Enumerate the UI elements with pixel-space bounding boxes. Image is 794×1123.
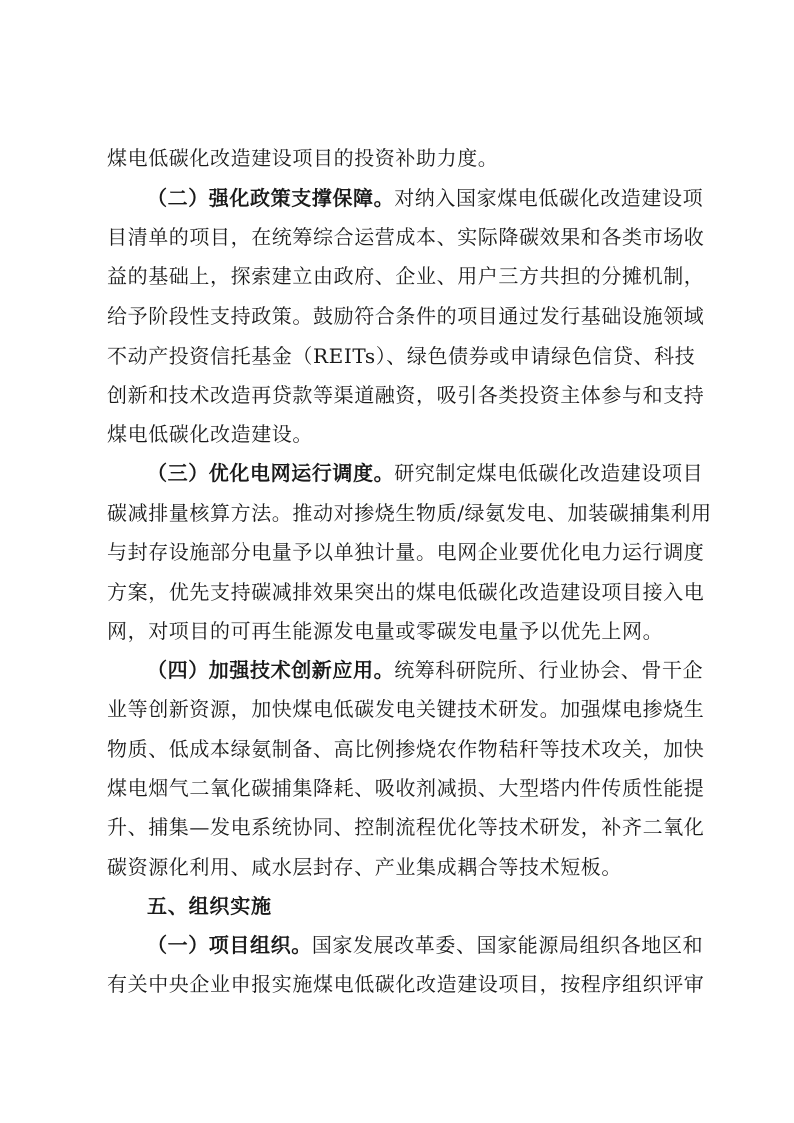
paragraph-line [107, 146, 687, 170]
line-text: 给予阶段性支持政策。鼓励符合条件的项目通过发行基础设施领域 [107, 304, 705, 328]
paragraph-line [107, 304, 705, 328]
line-text: 目清单的项目，在统筹综合运营成本、实际降碳效果和各类市场收 [107, 225, 705, 249]
line-text: 益的基础上，探索建立由政府、企业、用户三方共担的分摊机制， [107, 264, 705, 288]
line-text: 与封存设施部分电量予以单独计量。电网企业要优化电力运行调度 [107, 540, 705, 564]
line-text: 不动产投资信托基金（REITs）、绿色债券或申请绿色信贷、科技 [107, 344, 696, 368]
line-text: 有关中央企业申报实施煤电低碳化改造建设项目，按程序组织评审 [107, 972, 705, 996]
paragraph-line [107, 264, 705, 288]
paragraph-line [147, 186, 704, 210]
paragraph-line [147, 933, 704, 957]
line-text: 方案，优先支持碳减排效果突出的煤电低碳化改造建设项目接入电 [107, 580, 705, 604]
paragraph-lead: （一）项目组织。 [147, 933, 312, 957]
line-text: 研究制定煤电低碳化改造建设项目 [394, 461, 704, 485]
paragraph-line [107, 815, 705, 839]
paragraph-line [107, 501, 712, 525]
paragraph-line [107, 422, 687, 446]
paragraph-line [107, 855, 687, 879]
line-text: 统筹科研院所、行业协会、骨干企 [394, 658, 704, 682]
paragraph-line [107, 776, 705, 800]
paragraph-line [147, 461, 704, 485]
paragraph-line [107, 619, 687, 643]
paragraph-line [107, 697, 705, 721]
line-text: 物质、低成本绿氨制备、高比例掺烧农作物秸秆等技术攻关，加快 [107, 737, 705, 761]
line-text: 网，对项目的可再生能源发电量或零碳发电量予以优先上网。 [107, 619, 664, 643]
line-text: 煤电低碳化改造建设。 [107, 422, 313, 446]
line-text: 业等创新资源，加快煤电低碳发电关键技术研发。加强煤电掺烧生 [107, 697, 705, 721]
line-text: 国家发展改革委、国家能源局组织各地区和 [311, 933, 704, 957]
line-text: 升、捕集—发电系统协同、控制流程优化等技术研发，补齐二氧化 [107, 815, 705, 839]
line-text: 煤电烟气二氧化碳捕集降耗、吸收剂减损、大型塔内件传质性能提 [107, 776, 705, 800]
paragraph-lead: （三）优化电网运行调度。 [147, 461, 395, 485]
paragraph-lead: （四）加强技术创新应用。 [147, 658, 395, 682]
line-text: 对纳入国家煤电低碳化改造建设项 [394, 186, 704, 210]
line-text: 碳减排量核算方法。推动对掺烧生物质/绿氨发电、加装碳捕集利用 [107, 501, 712, 525]
paragraph-line [107, 972, 705, 996]
paragraph-line [107, 383, 705, 407]
paragraph-line [107, 737, 705, 761]
paragraph-line [107, 225, 705, 249]
paragraph-line [147, 658, 704, 682]
paragraph-line [107, 344, 696, 368]
line-text: 碳资源化利用、咸水层封存、产业集成耦合等技术短板。 [107, 855, 622, 879]
paragraph-line [107, 580, 705, 604]
paragraph-lead: （二）强化政策支撑保障。 [147, 186, 395, 210]
paragraph-line [107, 540, 705, 564]
line-text: 煤电低碳化改造建设项目的投资补助力度。 [107, 146, 499, 170]
line-text: 创新和技术改造再贷款等渠道融资，吸引各类投资主体参与和支持 [107, 383, 705, 407]
section-heading: 五、组织实施 [147, 894, 272, 918]
